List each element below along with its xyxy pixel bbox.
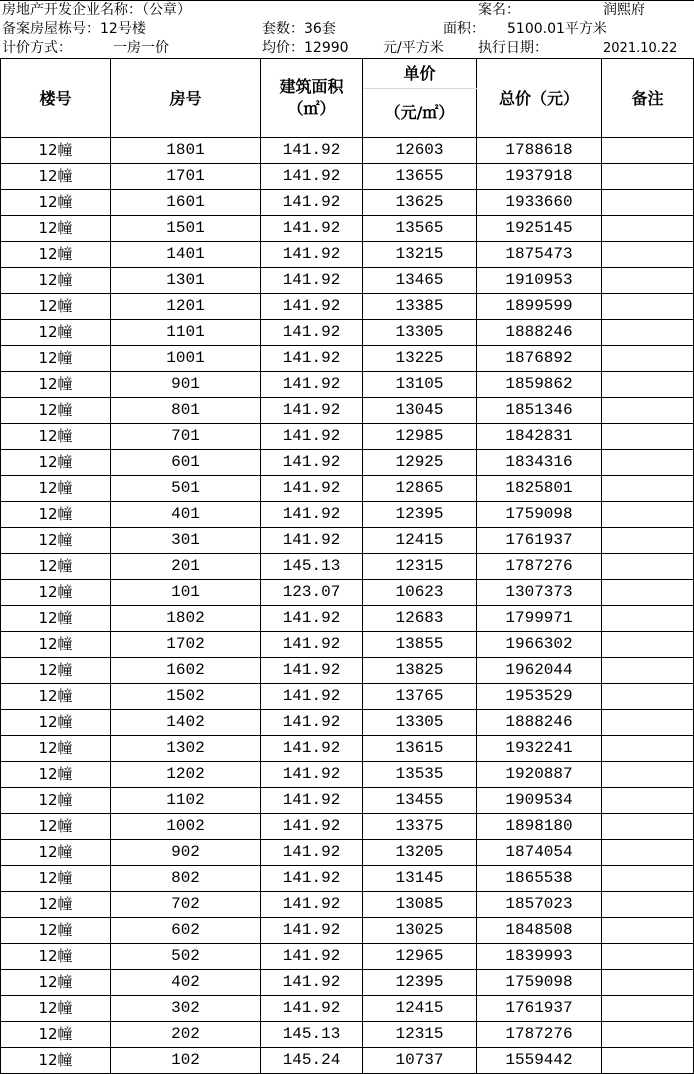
cell-total: 1834316	[477, 450, 602, 476]
cell-unit-price: 13655	[363, 164, 477, 190]
table-row	[1, 268, 694, 294]
cell-total: 1851346	[477, 398, 602, 424]
cell-building: 12幢	[1, 632, 111, 658]
table-row	[1, 918, 694, 944]
cell-total: 1932241	[477, 736, 602, 762]
cell-unit-price: 12315	[363, 1022, 477, 1048]
cell-note	[602, 710, 694, 736]
cell-room: 1301	[111, 268, 261, 294]
cell-building: 12幢	[1, 346, 111, 372]
pricing-label: 计价方式：	[2, 40, 72, 56]
cell-area: 141.92	[261, 450, 363, 476]
cell-room: 1001	[111, 346, 261, 372]
cell-area: 141.92	[261, 814, 363, 840]
cell-note	[602, 736, 694, 762]
cell-total: 1874054	[477, 840, 602, 866]
cell-unit-price: 12415	[363, 996, 477, 1022]
header-row-1	[0, 1, 694, 20]
cell-total: 1761937	[477, 528, 602, 554]
table-row	[1, 164, 694, 190]
cell-room: 1802	[111, 606, 261, 632]
table-row	[1, 710, 694, 736]
table-row	[1, 606, 694, 632]
cell-room: 1502	[111, 684, 261, 710]
cell-note	[602, 970, 694, 996]
price-table	[0, 58, 694, 1074]
cell-room: 1602	[111, 658, 261, 684]
cell-total: 1859862	[477, 372, 602, 398]
units-label: 套数：36套	[262, 21, 336, 37]
cell-total: 1953529	[477, 684, 602, 710]
table-row	[1, 138, 694, 164]
cell-unit-price: 13535	[363, 762, 477, 788]
cell-room: 1201	[111, 294, 261, 320]
cell-room: 102	[111, 1048, 261, 1074]
cell-total: 1909534	[477, 788, 602, 814]
cell-note	[602, 164, 694, 190]
cell-note	[602, 944, 694, 970]
cell-room: 901	[111, 372, 261, 398]
cell-unit-price: 12985	[363, 424, 477, 450]
cell-unit-price: 13385	[363, 294, 477, 320]
cell-unit-price: 12315	[363, 554, 477, 580]
cell-area: 141.92	[261, 424, 363, 450]
cell-unit-price: 13465	[363, 268, 477, 294]
cell-note	[602, 762, 694, 788]
cell-note	[602, 892, 694, 918]
exec-label: 执行日期：	[478, 40, 548, 56]
cell-area: 123.07	[261, 580, 363, 606]
cell-area: 141.92	[261, 372, 363, 398]
cell-unit-price: 13455	[363, 788, 477, 814]
cell-building: 12幢	[1, 398, 111, 424]
area-label: 面积：	[443, 21, 485, 37]
cell-unit-price: 12965	[363, 944, 477, 970]
cell-total: 1761937	[477, 996, 602, 1022]
cell-unit-price: 12865	[363, 476, 477, 502]
cell-room: 1702	[111, 632, 261, 658]
cell-area: 141.92	[261, 164, 363, 190]
table-row	[1, 814, 694, 840]
cell-area: 141.92	[261, 268, 363, 294]
cell-unit-price: 13565	[363, 216, 477, 242]
cell-building: 12幢	[1, 528, 111, 554]
col-header-building: 楼号	[1, 59, 111, 138]
cell-unit-price: 12683	[363, 606, 477, 632]
cell-area: 141.92	[261, 788, 363, 814]
table-row	[1, 788, 694, 814]
cell-building: 12幢	[1, 866, 111, 892]
cell-area: 141.92	[261, 606, 363, 632]
table-row	[1, 346, 694, 372]
cell-room: 601	[111, 450, 261, 476]
cell-room: 501	[111, 476, 261, 502]
cell-total: 1842831	[477, 424, 602, 450]
cell-building: 12幢	[1, 294, 111, 320]
cell-total: 1875473	[477, 242, 602, 268]
cell-note	[602, 320, 694, 346]
cell-area: 141.92	[261, 476, 363, 502]
cell-room: 1002	[111, 814, 261, 840]
cell-total: 1937918	[477, 164, 602, 190]
cell-room: 1701	[111, 164, 261, 190]
cell-room: 502	[111, 944, 261, 970]
cell-room: 702	[111, 892, 261, 918]
cell-total: 1559442	[477, 1048, 602, 1074]
cell-note	[602, 866, 694, 892]
cell-unit-price: 13225	[363, 346, 477, 372]
cell-building: 12幢	[1, 190, 111, 216]
cell-note	[602, 788, 694, 814]
cell-area: 145.13	[261, 554, 363, 580]
col-header-room: 房号	[111, 59, 261, 138]
cell-total: 1839993	[477, 944, 602, 970]
table-row	[1, 736, 694, 762]
cell-note	[602, 268, 694, 294]
table-row	[1, 294, 694, 320]
cell-area: 141.92	[261, 996, 363, 1022]
cell-building: 12幢	[1, 268, 111, 294]
cell-room: 1501	[111, 216, 261, 242]
cell-building: 12幢	[1, 1048, 111, 1074]
cell-note	[602, 424, 694, 450]
cell-room: 1801	[111, 138, 261, 164]
table-row	[1, 528, 694, 554]
cell-room: 1102	[111, 788, 261, 814]
cell-building: 12幢	[1, 814, 111, 840]
cell-note	[602, 372, 694, 398]
cell-building: 12幢	[1, 710, 111, 736]
col-header-area	[261, 59, 363, 138]
cell-total: 1910953	[477, 268, 602, 294]
cell-unit-price: 13375	[363, 814, 477, 840]
cell-area: 141.92	[261, 866, 363, 892]
cell-note	[602, 840, 694, 866]
avg-unit: 元/平方米	[383, 40, 444, 56]
cell-area: 141.92	[261, 216, 363, 242]
cell-building: 12幢	[1, 762, 111, 788]
cell-room: 1402	[111, 710, 261, 736]
cell-room: 302	[111, 996, 261, 1022]
cell-room: 902	[111, 840, 261, 866]
cell-total: 1857023	[477, 892, 602, 918]
cell-area: 141.92	[261, 736, 363, 762]
cell-note	[602, 1048, 694, 1074]
avg-price: 均价：12990	[262, 40, 349, 56]
cell-unit-price: 13205	[363, 840, 477, 866]
cell-note	[602, 450, 694, 476]
cell-note	[602, 658, 694, 684]
cell-room: 1401	[111, 242, 261, 268]
cell-area: 141.92	[261, 398, 363, 424]
cell-room: 1101	[111, 320, 261, 346]
cell-building: 12幢	[1, 476, 111, 502]
cell-note	[602, 1022, 694, 1048]
cell-note	[602, 294, 694, 320]
cell-total: 1933660	[477, 190, 602, 216]
cell-total: 1925145	[477, 216, 602, 242]
cell-building: 12幢	[1, 892, 111, 918]
header-row-3	[0, 39, 694, 58]
cell-building: 12幢	[1, 1022, 111, 1048]
cell-room: 1202	[111, 762, 261, 788]
cell-total: 1799971	[477, 606, 602, 632]
cell-note	[602, 476, 694, 502]
cell-note	[602, 502, 694, 528]
cell-building: 12幢	[1, 372, 111, 398]
cell-building: 12幢	[1, 736, 111, 762]
cell-note	[602, 346, 694, 372]
cell-note	[602, 684, 694, 710]
cell-unit-price: 13305	[363, 710, 477, 736]
cell-building: 12幢	[1, 164, 111, 190]
table-row	[1, 1048, 694, 1074]
cell-note	[602, 996, 694, 1022]
cell-room: 1601	[111, 190, 261, 216]
cell-unit-price: 13105	[363, 372, 477, 398]
table-row	[1, 632, 694, 658]
cell-note	[602, 398, 694, 424]
cell-building: 12幢	[1, 788, 111, 814]
cell-note	[602, 814, 694, 840]
cell-unit-price: 10623	[363, 580, 477, 606]
cell-total: 1307373	[477, 580, 602, 606]
col-header-area-line2: （㎡）	[287, 99, 336, 118]
cell-note	[602, 918, 694, 944]
cell-total: 1865538	[477, 866, 602, 892]
table-row	[1, 554, 694, 580]
cell-area: 141.92	[261, 970, 363, 996]
cell-area: 141.92	[261, 190, 363, 216]
table-row	[1, 190, 694, 216]
cell-building: 12幢	[1, 606, 111, 632]
cell-note	[602, 606, 694, 632]
cell-building: 12幢	[1, 216, 111, 242]
cell-room: 101	[111, 580, 261, 606]
cell-unit-price: 13825	[363, 658, 477, 684]
cell-total: 1888246	[477, 710, 602, 736]
cell-room: 202	[111, 1022, 261, 1048]
cell-note	[602, 580, 694, 606]
cell-note	[602, 528, 694, 554]
cell-area: 141.92	[261, 918, 363, 944]
cell-area: 141.92	[261, 320, 363, 346]
cell-unit-price: 13145	[363, 866, 477, 892]
table-row	[1, 996, 694, 1022]
table-row	[1, 944, 694, 970]
cell-unit-price: 13045	[363, 398, 477, 424]
cell-room: 802	[111, 866, 261, 892]
cell-area: 141.92	[261, 684, 363, 710]
cell-building: 12幢	[1, 320, 111, 346]
table-row	[1, 372, 694, 398]
table-row	[1, 216, 694, 242]
cell-note	[602, 242, 694, 268]
cell-building: 12幢	[1, 502, 111, 528]
table-row	[1, 320, 694, 346]
cell-total: 1787276	[477, 554, 602, 580]
cell-unit-price: 12395	[363, 970, 477, 996]
table-row	[1, 580, 694, 606]
cell-building: 12幢	[1, 970, 111, 996]
cell-total: 1876892	[477, 346, 602, 372]
col-header-note: 备注	[602, 59, 694, 138]
cell-area: 145.13	[261, 1022, 363, 1048]
cell-unit-price: 13215	[363, 242, 477, 268]
cell-room: 201	[111, 554, 261, 580]
cell-area: 141.92	[261, 138, 363, 164]
table-row	[1, 398, 694, 424]
cell-building: 12幢	[1, 424, 111, 450]
cell-unit-price: 13625	[363, 190, 477, 216]
cell-unit-price: 12395	[363, 502, 477, 528]
cell-room: 602	[111, 918, 261, 944]
cell-total: 1787276	[477, 1022, 602, 1048]
cell-area: 141.92	[261, 892, 363, 918]
cell-room: 402	[111, 970, 261, 996]
cell-total: 1899599	[477, 294, 602, 320]
cell-area: 141.92	[261, 346, 363, 372]
cell-total: 1788618	[477, 138, 602, 164]
cell-unit-price: 13025	[363, 918, 477, 944]
building-label: 备案房屋栋号：12号楼	[2, 21, 146, 37]
cell-area: 141.92	[261, 840, 363, 866]
cell-building: 12幢	[1, 944, 111, 970]
col-header-total: 总价（元）	[477, 59, 602, 138]
cell-unit-price: 13085	[363, 892, 477, 918]
cell-building: 12幢	[1, 450, 111, 476]
project-name: 润熙府	[603, 2, 645, 18]
cell-note	[602, 632, 694, 658]
table-row	[1, 450, 694, 476]
col-header-unit-price-unit: （元/㎡）	[363, 89, 477, 138]
cell-note	[602, 216, 694, 242]
cell-total: 1962044	[477, 658, 602, 684]
table-row	[1, 1022, 694, 1048]
cell-area: 141.92	[261, 242, 363, 268]
header-row-2	[0, 20, 694, 39]
cell-area: 141.92	[261, 502, 363, 528]
cell-building: 12幢	[1, 138, 111, 164]
col-header-unit-price: 单价	[363, 59, 477, 89]
cell-unit-price: 13615	[363, 736, 477, 762]
cell-unit-price: 13855	[363, 632, 477, 658]
cell-total: 1759098	[477, 970, 602, 996]
cell-area: 141.92	[261, 632, 363, 658]
developer-label: 房地产开发企业名称：（公章）	[2, 2, 191, 18]
cell-note	[602, 138, 694, 164]
cell-total: 1759098	[477, 502, 602, 528]
cell-note	[602, 190, 694, 216]
cell-building: 12幢	[1, 242, 111, 268]
cell-area: 141.92	[261, 294, 363, 320]
cell-room: 801	[111, 398, 261, 424]
project-label: 案名：	[478, 2, 520, 18]
table-row	[1, 424, 694, 450]
cell-total: 1966302	[477, 632, 602, 658]
cell-area: 141.92	[261, 944, 363, 970]
cell-area: 141.92	[261, 528, 363, 554]
cell-total: 1848508	[477, 918, 602, 944]
cell-building: 12幢	[1, 996, 111, 1022]
cell-area: 145.24	[261, 1048, 363, 1074]
cell-unit-price: 12415	[363, 528, 477, 554]
pricing-value: 一房一价	[113, 40, 169, 56]
table-row	[1, 242, 694, 268]
cell-building: 12幢	[1, 918, 111, 944]
cell-building: 12幢	[1, 658, 111, 684]
cell-total: 1888246	[477, 320, 602, 346]
cell-total: 1825801	[477, 476, 602, 502]
table-row	[1, 866, 694, 892]
table-row	[1, 658, 694, 684]
cell-building: 12幢	[1, 684, 111, 710]
cell-room: 401	[111, 502, 261, 528]
col-header-area-line1: 建筑面积	[279, 77, 344, 96]
area-value: 5100.01平方米	[507, 21, 607, 37]
table-row	[1, 970, 694, 996]
cell-note	[602, 554, 694, 580]
cell-area: 141.92	[261, 762, 363, 788]
table-row	[1, 892, 694, 918]
cell-building: 12幢	[1, 580, 111, 606]
cell-unit-price: 12925	[363, 450, 477, 476]
cell-building: 12幢	[1, 840, 111, 866]
cell-unit-price: 10737	[363, 1048, 477, 1074]
exec-date: 2021.10.22	[603, 41, 678, 56]
cell-area: 141.92	[261, 658, 363, 684]
cell-room: 301	[111, 528, 261, 554]
table-row	[1, 840, 694, 866]
cell-room: 701	[111, 424, 261, 450]
table-row	[1, 684, 694, 710]
table-row	[1, 762, 694, 788]
cell-unit-price: 12603	[363, 138, 477, 164]
cell-building: 12幢	[1, 554, 111, 580]
table-row	[1, 502, 694, 528]
cell-room: 1302	[111, 736, 261, 762]
cell-unit-price: 13765	[363, 684, 477, 710]
table-row	[1, 476, 694, 502]
cell-total: 1898180	[477, 814, 602, 840]
cell-area: 141.92	[261, 710, 363, 736]
cell-unit-price: 13305	[363, 320, 477, 346]
cell-total: 1920887	[477, 762, 602, 788]
